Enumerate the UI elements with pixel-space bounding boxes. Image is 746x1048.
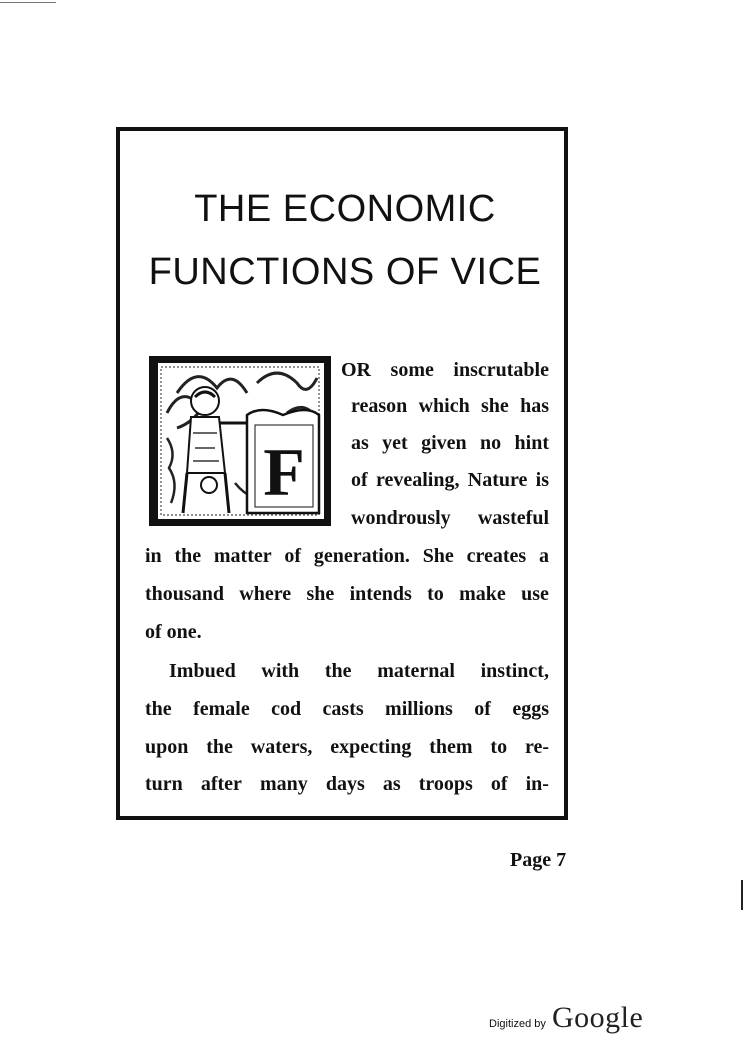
text-line: upon the waters, expecting them to re- [145,736,549,758]
text-line: reason which she has [351,395,549,417]
page-frame [116,127,568,820]
text-line: as yet given no hint [351,432,549,454]
digitized-by-label: Digitized by [489,1018,546,1030]
google-logo: Google [552,1001,644,1034]
text-line: of one. [145,621,202,643]
text-line: OR some inscrutable [341,359,549,381]
drop-cap-letter: F [263,434,305,510]
text-line: Imbued with the maternal instinct, [169,660,549,682]
text-line: turn after many days as troops of in- [145,773,549,795]
text-line: in the matter of generation. She creates a [145,545,549,567]
scan-edge-mark [0,2,56,3]
page-number: Page 7 [510,849,567,871]
text-line: thousand where she intends to make use [145,583,549,605]
scan-edge-mark-right [741,880,743,910]
title-line-2: FUNCTIONS OF VICE [148,251,542,293]
text-line: the female cod casts millions of eggs [145,698,549,720]
title-line-1: THE ECONOMIC [194,188,496,230]
text-line: wondrously wasteful [351,507,549,529]
drop-cap-illustration [147,353,333,529]
text-line: of revealing, Nature is [351,469,549,491]
